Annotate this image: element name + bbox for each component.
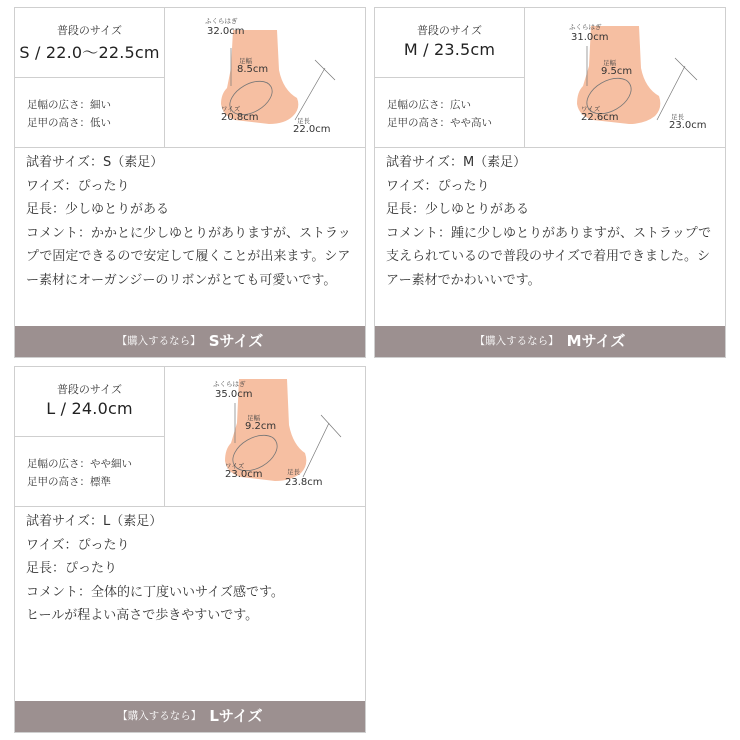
comment-line: 足長：少しゆとりがある	[26, 202, 170, 217]
comment-line: 試着サイズ：S（素足）	[26, 155, 164, 170]
buy-prefix: 【購入するなら】	[474, 335, 559, 347]
buy-size-button[interactable]	[375, 326, 725, 357]
buy-size-button[interactable]	[15, 326, 365, 357]
calf-label: ふくらはぎ	[569, 23, 602, 31]
buy-prefix: 【購入するなら】	[116, 335, 201, 347]
length-label: 足長	[287, 468, 300, 476]
foot-shape-box	[15, 78, 165, 148]
foot-width-text: 足幅の広さ：細い	[27, 99, 111, 111]
buy-size-label: Sサイズ	[208, 332, 264, 350]
calf-value: 32.0cm	[207, 26, 245, 37]
length-value: 23.0cm	[669, 120, 707, 131]
buy-size-button[interactable]	[15, 701, 365, 732]
comment-line: ワイズ：ぴったり	[26, 178, 130, 194]
length-label: 足長	[671, 113, 684, 121]
usual-size-box	[15, 8, 165, 78]
calf-value: 35.0cm	[215, 389, 253, 400]
foot-diagram	[165, 367, 365, 507]
usual-size-box	[15, 367, 165, 437]
wise-value: 20.8cm	[221, 112, 259, 123]
calf-value: 31.0cm	[571, 32, 609, 43]
comment-line: 足長：少しゆとりがある	[386, 202, 530, 217]
comment-line: 試着サイズ：M（素足）	[386, 155, 527, 170]
wise-label: ワイズ	[225, 462, 245, 470]
comment-line: ワイズ：ぴったり	[386, 178, 490, 194]
review-card-m	[374, 7, 726, 358]
calf-label: ふくらはぎ	[213, 380, 246, 388]
buy-size-label: Lサイズ	[209, 707, 263, 725]
review-card-l	[14, 366, 366, 733]
comment-line: ワイズ：ぴったり	[26, 537, 130, 553]
wise-label: ワイズ	[581, 105, 601, 113]
foot-shape-box	[375, 78, 525, 148]
usual-size-label: 普段のサイズ	[416, 24, 483, 37]
instep-height-text: 足甲の高さ：低い	[27, 117, 111, 129]
usual-size-value: L / 24.0cm	[46, 399, 133, 418]
review-comment	[386, 151, 718, 292]
foot-width-text: 足幅の広さ：広い	[387, 99, 471, 111]
length-value: 23.8cm	[285, 477, 323, 488]
girth-label: 足幅	[603, 59, 616, 67]
review-card-s	[14, 7, 366, 358]
review-comment	[26, 151, 358, 292]
girth-value: 9.2cm	[245, 421, 277, 432]
foot-measurement-icon	[165, 367, 365, 507]
wise-value: 23.0cm	[225, 469, 263, 480]
comment-line: コメント：かかとに少しゆとりがありますが、ストラップで固定できるので安定して履くことが出来ます。シアー素材にオーガンジーのリボンがとても可愛いです。	[26, 225, 351, 288]
card-header	[15, 367, 365, 507]
foot-width-text: 足幅の広さ：やや細い	[27, 458, 132, 470]
foot-diagram	[525, 8, 725, 148]
instep-height-text: 足甲の高さ：標準	[27, 476, 111, 488]
usual-size-box	[375, 8, 525, 78]
instep-height-text: 足甲の高さ：やや高い	[387, 117, 492, 129]
comment-line: ヒールが程よい高さで歩きやすいです。	[26, 608, 259, 623]
girth-value: 8.5cm	[237, 64, 269, 75]
usual-size-label: 普段のサイズ	[56, 383, 123, 396]
comment-line: コメント：踵に少しゆとりがありますが、ストラップで支えられているので普段のサイズで着用できました。シアー素材でかわいいです。	[386, 225, 712, 288]
length-label: 足長	[297, 117, 310, 125]
usual-size-value: S / 22.0〜22.5cm	[19, 43, 160, 62]
wise-label: ワイズ	[221, 105, 241, 113]
girth-value: 9.5cm	[601, 66, 633, 77]
review-comment	[26, 510, 358, 628]
card-header	[375, 8, 725, 148]
buy-size-label: Mサイズ	[566, 332, 626, 350]
foot-diagram	[165, 8, 365, 148]
wise-value: 22.6cm	[581, 112, 619, 123]
length-value: 22.0cm	[293, 124, 331, 135]
foot-shape-box	[15, 437, 165, 507]
card-header	[15, 8, 365, 148]
comment-line: コメント：全体的に丁度いいサイズ感です。	[26, 584, 284, 600]
usual-size-label: 普段のサイズ	[56, 24, 123, 37]
girth-label: 足幅	[247, 414, 260, 422]
foot-measurement-icon	[165, 8, 365, 148]
buy-prefix: 【購入するなら】	[117, 710, 202, 722]
girth-label: 足幅	[239, 57, 252, 65]
comment-line: 足長：ぴったり	[26, 561, 118, 576]
calf-label: ふくらはぎ	[205, 17, 238, 25]
comment-line: 試着サイズ：L（素足）	[26, 514, 163, 529]
usual-size-value: M / 23.5cm	[403, 40, 496, 59]
